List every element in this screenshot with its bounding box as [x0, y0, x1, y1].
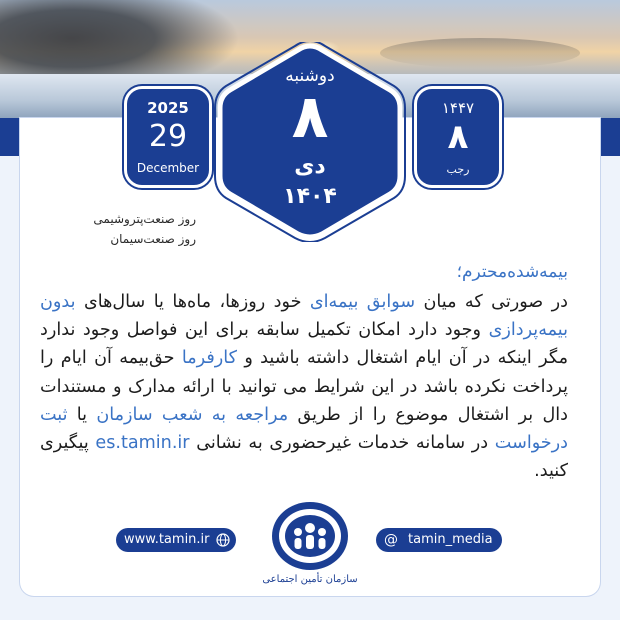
highlight-insurance-records: سوابق بیمه‌ای: [309, 292, 416, 312]
gregorian-year: 2025: [147, 99, 189, 117]
highlight-employer: کارفرما: [181, 348, 238, 369]
highlight-no-payment: بدون بیمه‌پردازی: [40, 292, 568, 341]
occasion-cement: روز صنعت‌سیمان: [110, 232, 196, 246]
occasion-petrochemical: روز صنعت‌پتروشیمی: [93, 212, 196, 226]
highlight-website-link[interactable]: es.tamin.ir: [95, 433, 190, 454]
persian-year: ۱۴۰۴: [283, 184, 337, 209]
message-text: حق‌بیمه آن ایام را پرداخت نکرده باشد در این شرایط می توانید با ارائه مدارک و مستندات دال بر اشتغال موضوع را از طریق: [40, 348, 568, 425]
globe-icon: [216, 533, 230, 547]
hijri-day: ۸: [447, 117, 469, 157]
gregorian-date-badge: [124, 86, 212, 188]
persian-weekday: دوشنبه: [285, 66, 335, 86]
gregorian-month: December: [136, 161, 200, 175]
gregorian-day: 29: [148, 119, 188, 154]
tamin-logo-icon: [268, 498, 352, 574]
distant-trees: [380, 38, 580, 68]
highlight-submit-request: ثبت درخواست: [40, 404, 568, 454]
instagram-handle: tamin_media: [408, 532, 493, 547]
instagram-link[interactable]: [376, 528, 502, 552]
website-link[interactable]: [116, 528, 236, 552]
hijri-year: ۱۴۴۷: [441, 99, 475, 117]
persian-day: ۸: [291, 82, 329, 152]
message-text: در سامانه خدمات غیرحضوری به نشانی: [189, 433, 495, 454]
at-icon: @: [384, 532, 398, 548]
hijri-date-badge: [414, 86, 502, 188]
logo-caption: سازمان تأمین اجتماعی: [262, 574, 358, 585]
message-text: در صورتی که میان: [415, 292, 568, 312]
message-text: پیگیری کنید.: [40, 433, 568, 482]
website-text: www.tamin.ir: [124, 532, 210, 547]
hijri-month: رجب: [446, 163, 470, 176]
persian-date-hexagon: [214, 42, 406, 242]
highlight-branch-visit: مراجعه به شعب سازمان: [96, 404, 289, 425]
message-body: [40, 288, 568, 485]
greeting: بیمه‌شده‌محترم؛: [456, 262, 568, 282]
message-text: خود روزها، ماه‌ها یا سال‌های: [75, 292, 310, 312]
message-text: وجود دارد امکان تکمیل سابقه برای این فواصل وجود ندارد مگر اینکه در آن ایام اشتغال داشته باشید و: [40, 320, 568, 369]
persian-month: دی: [294, 154, 326, 179]
message-text: یا: [67, 404, 97, 425]
